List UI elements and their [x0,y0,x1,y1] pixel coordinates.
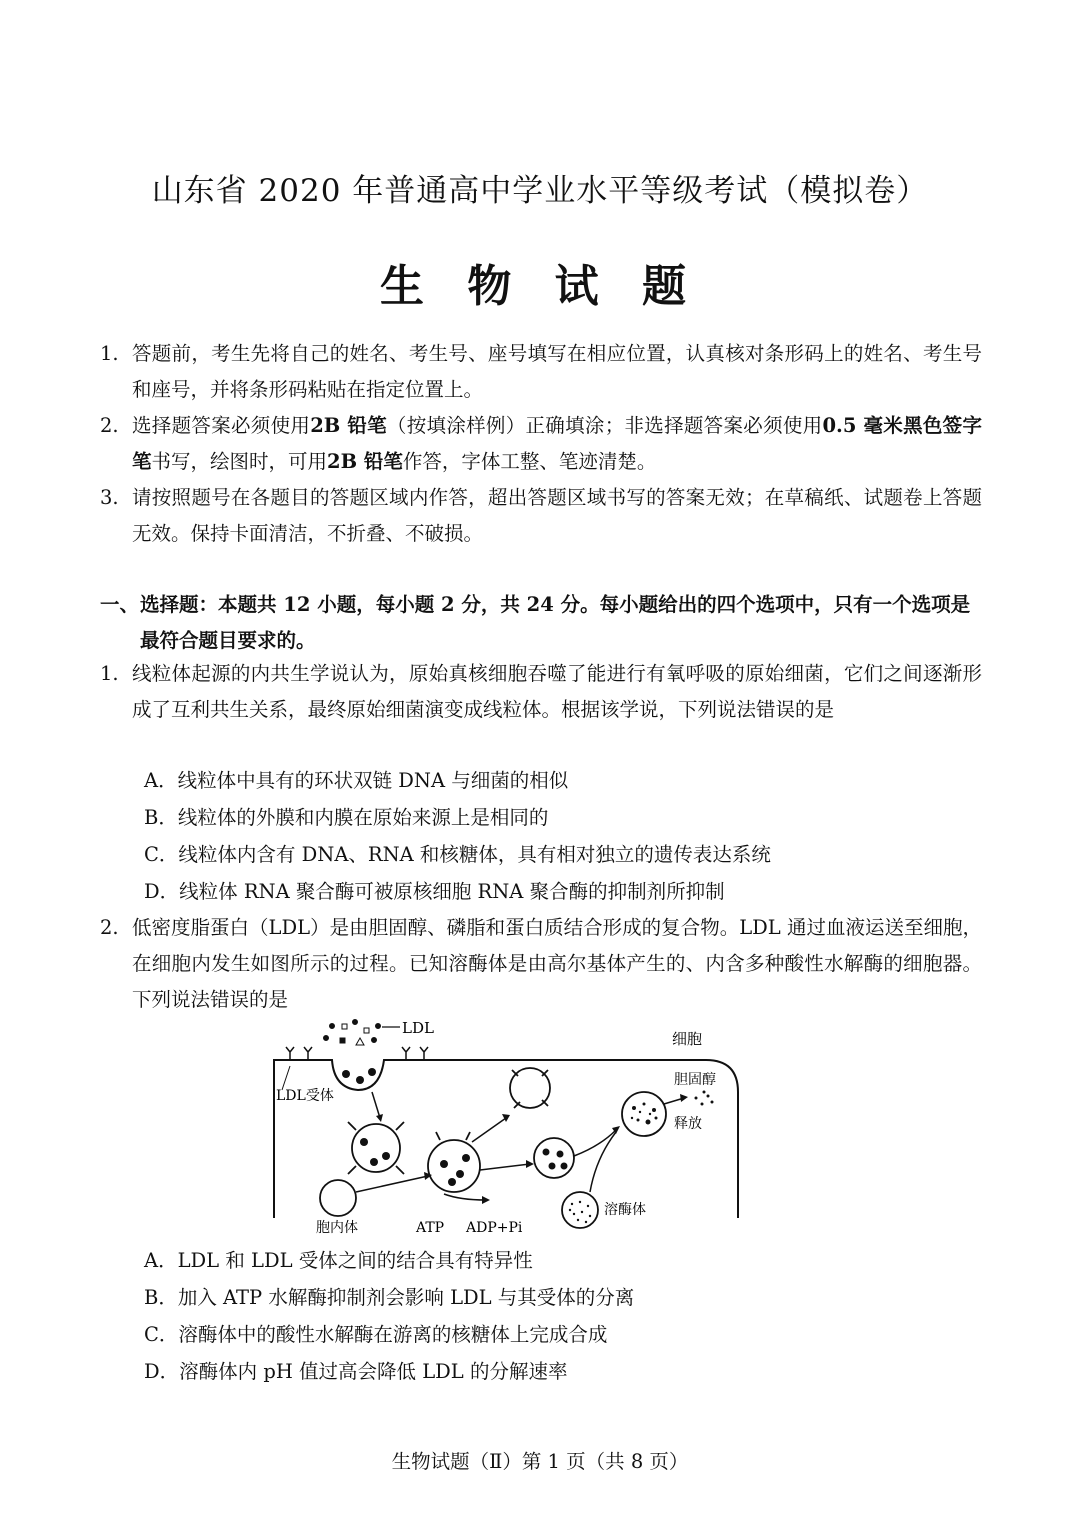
instruction-number: 1. [100,342,119,365]
instruction-emphasis: 2B 铅笔 [327,450,403,473]
label-release: 释放 [674,1116,702,1132]
instruction-item [100,408,982,480]
section-number: 一、 [100,593,140,616]
instruction-text-part: 书写，绘图时，可用 [151,450,328,473]
option-b[interactable]: B．线粒体的外膜和内膜在原始来源上是相同的 [144,806,549,829]
option-d[interactable]: D．溶酶体内 pH 值过高会降低 LDL 的分解速率 [144,1360,568,1383]
digesting-vesicle [622,1092,666,1136]
option-b[interactable]: B．加入 ATP 水解酶抑制剂会影响 LDL 与其受体的分离 [144,1286,635,1309]
ldl-pathway-diagram [260,1018,750,1240]
option-c[interactable]: C．线粒体内含有 DNA、RNA 和核糖体，具有相对独立的遗传表达系统 [144,843,771,866]
question-2 [100,910,982,1018]
option-a[interactable]: A．线粒体中具有的环状双链 DNA 与细菌的相似 [144,769,569,792]
instruction-number: 3. [100,486,119,509]
label-endosome: 胞内体 [316,1220,358,1236]
instruction-item [100,336,982,408]
exam-title: 山东省 2020 年普通高中学业水平等级考试（模拟卷） [151,173,929,209]
question-number: 2. [100,916,119,939]
receptor-vesicle [510,1068,550,1108]
question-1-options [100,762,982,910]
instruction-text: 请按照题号在各题目的答题区域内作答，超出答题区域书写的答案无效；在草稿纸、试题卷上答题无效。保持卡面清洁，不折叠、不破损。 [132,486,982,545]
subject-title: 生 物 试 题 [380,261,700,312]
option-c[interactable]: C．溶酶体中的酸性水解酶在游离的核糖体上完成合成 [144,1323,608,1346]
instruction-item [100,480,982,552]
label-adp-pi: ADP+Pi [466,1220,523,1236]
ldl-particles [324,1020,381,1046]
question-number: 1. [100,662,119,685]
label-atp: ATP [416,1220,445,1236]
instruction-emphasis: 0.5 毫米黑色签字笔 [132,414,982,473]
coated-vesicle [348,1122,404,1174]
label-lysosome: 溶酶体 [604,1202,646,1218]
question-stem: 低密度脂蛋白（LDL）是由胆固醇、磷脂和蛋白质结合形成的复合物。LDL 通过血液运送至细胞，在细胞内发生如图所示的过程。已知溶酶体是由高尔基体产生的、内含多种酸性水解酶的细胞器。下列说法错误的是 [132,916,982,1011]
section-heading [100,587,982,659]
instruction-text [132,408,982,480]
instruction-text-part: 选择题答案必须使用 [132,414,311,437]
label-cholesterol: 胆固醇 [674,1072,716,1088]
instructions [100,336,982,552]
lysosome [562,1192,598,1228]
instruction-text: 答题前，考生先将自己的姓名、考生号、座号填写在相应位置，认真核对条形码上的姓名、考生号和座号，并将条形码粘贴在指定位置上。 [132,342,982,401]
endosome [320,1180,356,1216]
question-stem: 线粒体起源的内共生学说认为，原始真核细胞吞噬了能进行有氧呼吸的原始细菌，它们之间逐渐形成了互利共生关系，最终原始细菌演变成线粒体。根据该学说，下列说法错误的是 [132,662,982,721]
question-1 [100,656,982,728]
label-cell: 细胞 [672,1030,703,1048]
instruction-emphasis: 2B 铅笔 [310,414,387,437]
label-ldl: LDL [402,1019,434,1037]
section-text: 选择题：本题共 12 小题，每小题 2 分，共 24 分。每小题给出的四个选项中，只有一个选项是最符合题目要求的。 [140,593,971,652]
instruction-number: 2. [100,414,119,437]
page-footer: 生物试题（Ⅱ）第 1 页（共 8 页） [391,1450,689,1473]
receptor-icon [286,1047,428,1060]
option-a[interactable]: A．LDL 和 LDL 受体之间的结合具有特异性 [144,1249,533,1272]
label-ldl-receptor: LDL受体 [276,1088,334,1104]
instruction-text-part: 作答，字体工整、笔迹清楚。 [402,450,657,473]
instruction-text-part: （按填涂样例）正确填涂；非选择题答案必须使用 [386,414,823,437]
option-d[interactable]: D．线粒体 RNA 聚合酶可被原核细胞 RNA 聚合酶的抑制剂所抑制 [144,880,725,903]
question-2-options [100,1242,982,1390]
cell-membrane [274,1060,738,1218]
